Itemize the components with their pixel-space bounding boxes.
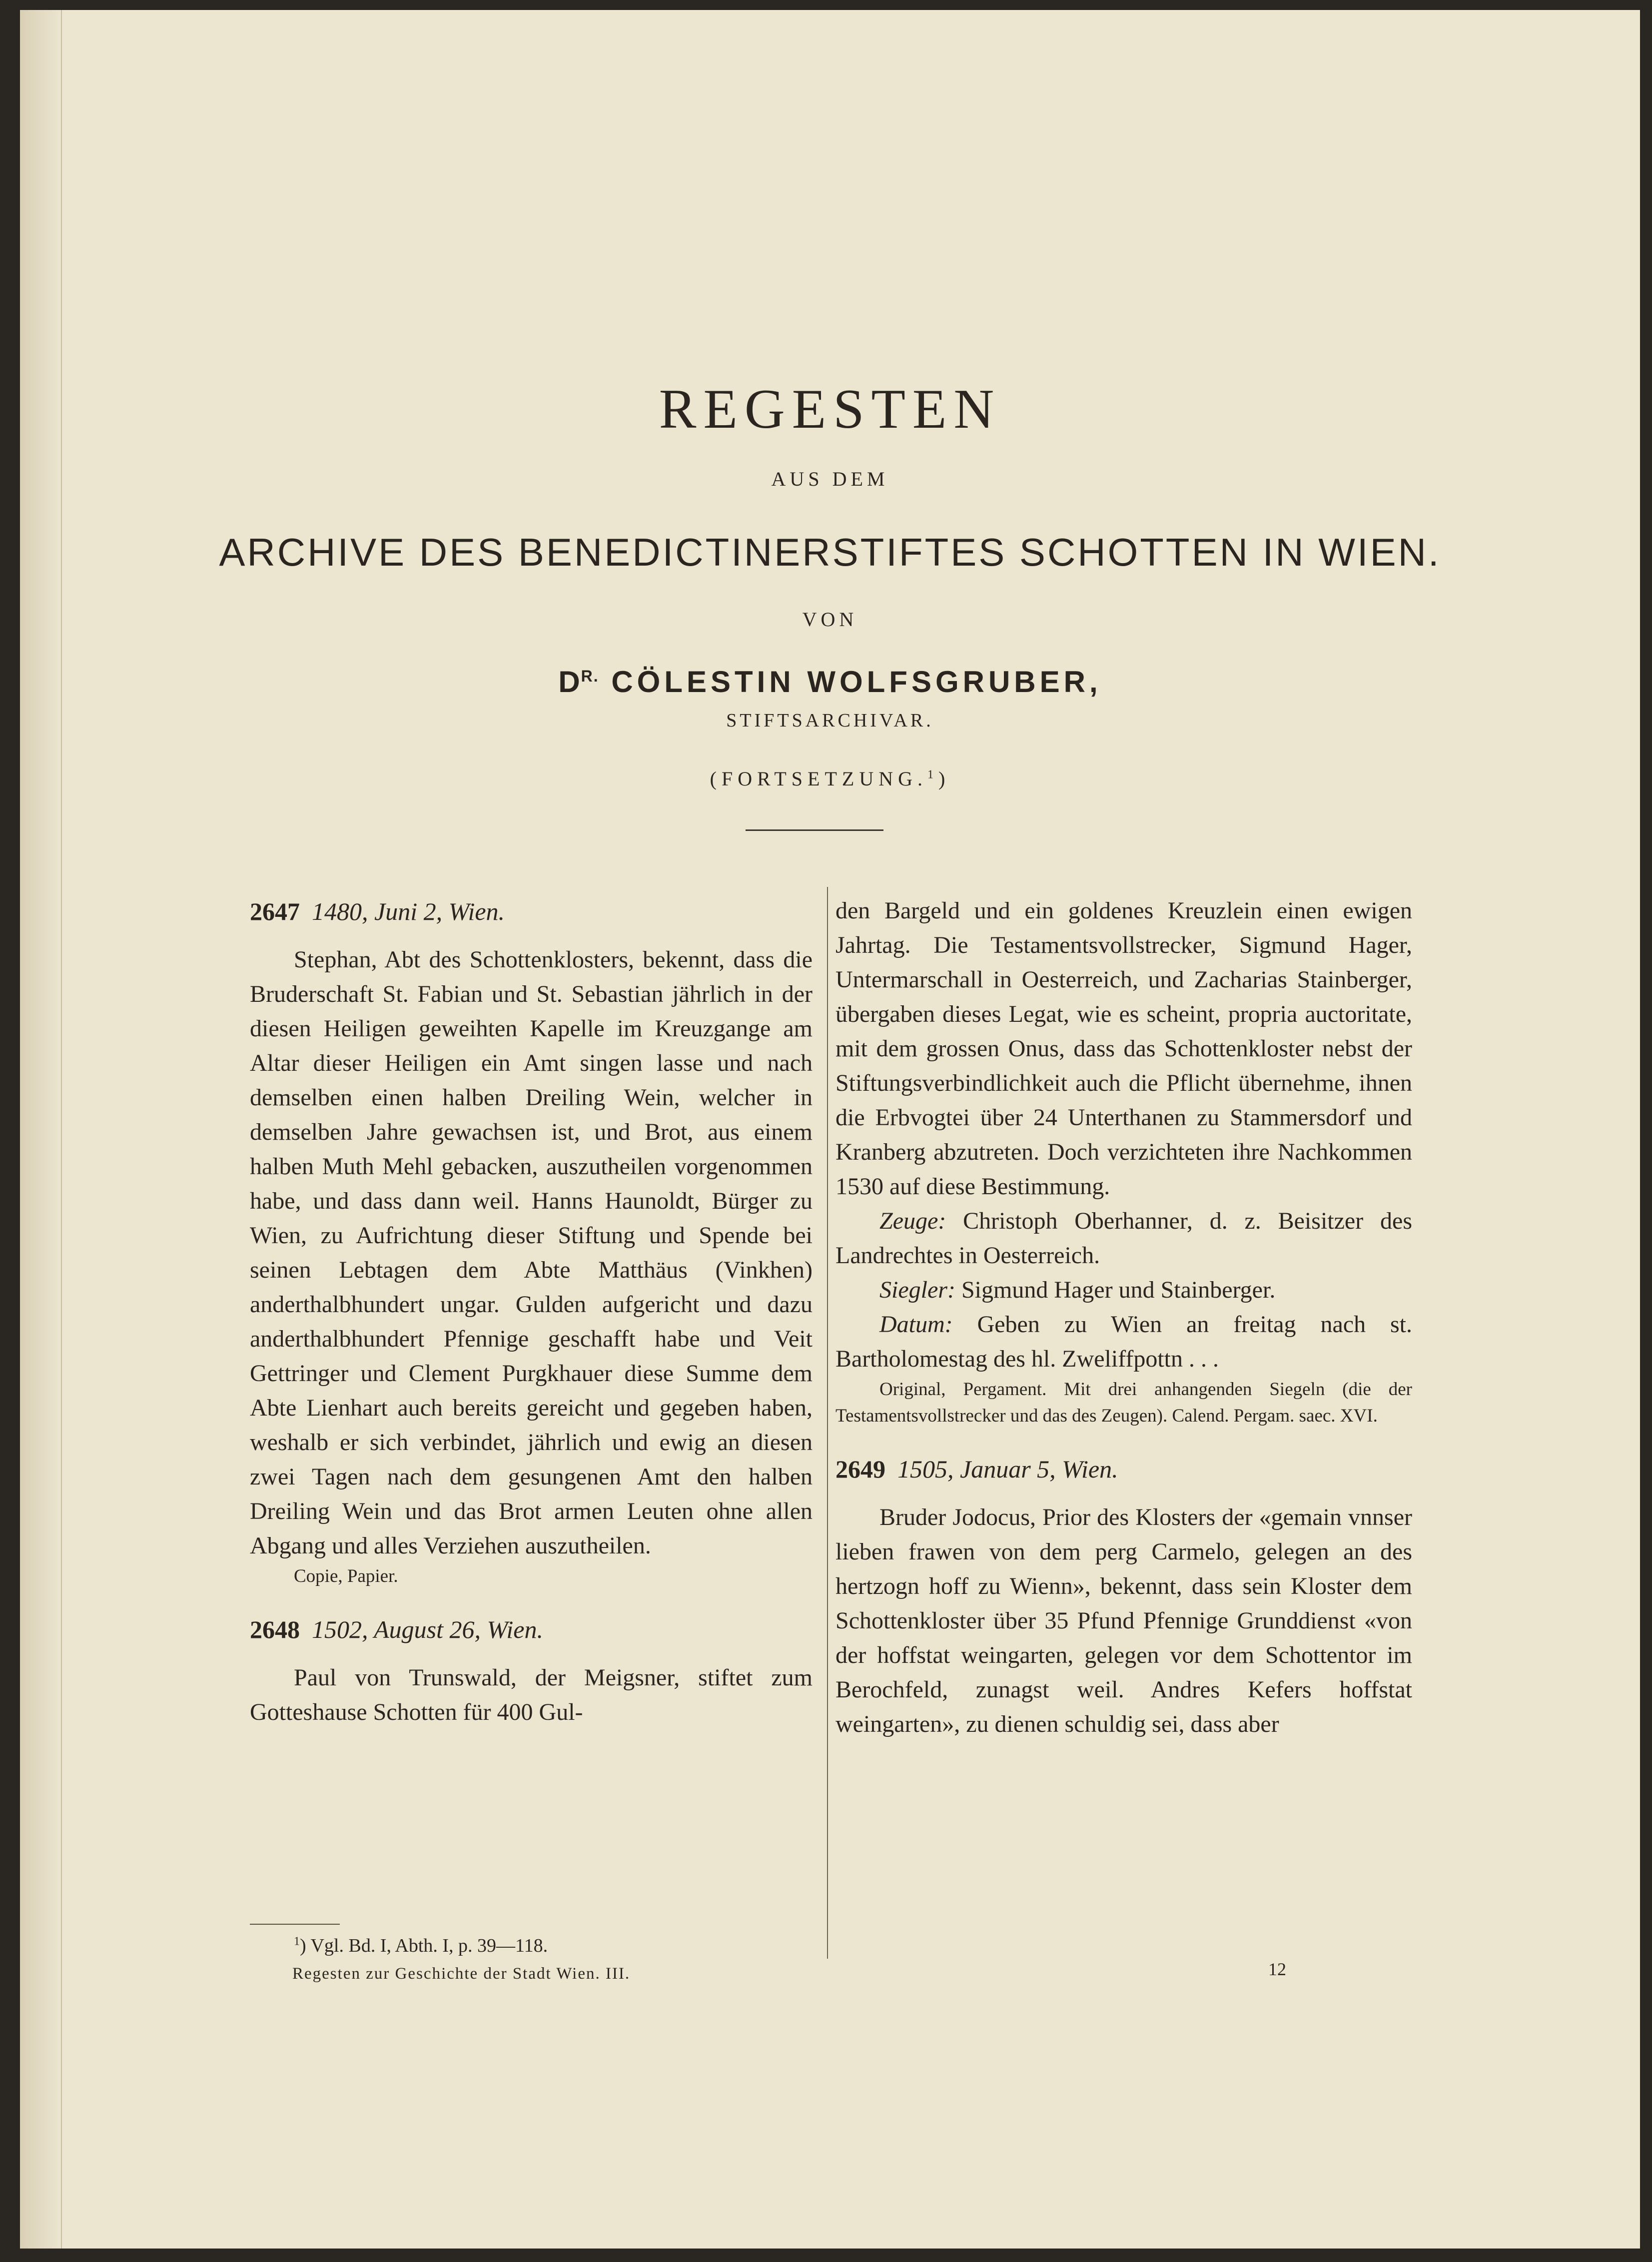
author-line <box>20 665 1640 699</box>
footnote-divider <box>250 1924 340 1925</box>
page-spine-edge <box>20 10 62 2249</box>
entry-2647-heading <box>250 893 813 929</box>
entry-2648-siegler: Siegler: Sigmund Hager und Stainberger. <box>879 1277 1276 1303</box>
entry-2648-zeuge: Zeuge: Christoph Oberhanner, d. z. Beisitzer des Landrechtes in Oesterreich. <box>835 1208 1412 1269</box>
von-label: VON <box>802 608 858 631</box>
entry-2648-datum: Datum: Geben zu Wien an freitag nach st. Bartholomestag des hl. Zweliffpottn . . . <box>835 1311 1412 1372</box>
footnote-ref: 1 <box>927 768 939 781</box>
author-title: $D^{R.}$ <box>558 665 599 699</box>
page-number: 12 <box>1268 1959 1286 1979</box>
entry-2648-heading <box>250 1611 813 1647</box>
entry-2648-text: Paul von Trunswald, der Meigsner, stiftet zum Gotteshause Schotten für 400 Gul- <box>250 1664 813 1725</box>
entry-number: 2648 <box>250 1615 300 1643</box>
entry-2647-source: Copie, Papier. <box>294 1566 398 1586</box>
subtitle-aus-dem: AUS DEM <box>771 468 889 490</box>
left-column <box>250 893 813 1729</box>
right-column <box>835 893 1412 1741</box>
footnote: $^1$) Vgl. Bd. I, Abth. I, p. 39—118. <box>294 1935 548 1956</box>
author-affiliation: STIFTSARCHIVAR. <box>726 710 934 731</box>
entry-date: 1480, Juni 2, Wien. <box>312 897 505 925</box>
entry-2647-text: Stephan, Abt des Schottenklosters, bekennt, dass die Bruderschaft St. Fabian und St. Sebastian jährlich in der diesen Heiligen geweihten Kapelle im Kreuzgange am Altar dieser Heiligen ein Amt singen lasse und nach demselben einen halben Dreiling Wein, welcher in demselben Jahre gewachsen ist, und Brot, aus einem halben Muth Mehl gebacken, auszutheilen vorgenommen habe, und dass dann weil. Hanns Haunoldt, Bürger zu Wien, zu Aufrichtung dieser Stiftung und Spende bei seinen Lebtagen dem Abte Matthäus (Vinkhen) anderthalbhundert ungar. Gulden aufgericht und dazu anderthalbhundert Pfennige geschafft habe und Veit Gettringer und Clement Purgkhauer diese Summe dem Abte Lienhart auch bereits gereicht und gegeben haben, weshalb er sich verbindet, jährlich und ewig an diesen zwei Tagen nach dem gesungenen Amt den halben Dreiling Wein und das Brot armen Leuten ohne allen Abgang und alles Verziehen auszutheilen. <box>250 946 813 1559</box>
entry-number: 2649 <box>835 1455 885 1483</box>
entry-2648-source: Original, Pergament. Mit drei anhangenden Siegeln (die der Testamentsvollstrecker und das des Zeugen). Calend. Pergam. saec. XVI. <box>835 1379 1412 1426</box>
entry-date: 1505, Januar 5, Wien. <box>897 1455 1118 1483</box>
continuation-note: (FORTSETZUNG.$^1$) <box>710 767 950 790</box>
entry-2649-text: Bruder Jodocus, Prior des Klosters der «gemain vnnser lieben frawen von dem perg Carmelo, gelegen an des hertzogn hoff zu Wienn», bekennt, dass sein Kloster dem Schottenkloster über 35 Pfund Pfennige Grunddienst «von der hoffstat weingarten, gelegen vor dem Schottentor im Berochfeld, zunagst weil. Andres Kefers hoffstat weingarten», zu dienen schuldig sei, dass aber <box>835 1504 1412 1737</box>
entry-number: 2647 <box>250 897 300 925</box>
running-footer: Regesten zur Geschichte der Stadt Wien. III. <box>292 1965 631 1983</box>
header-divider <box>746 829 883 831</box>
column-divider <box>827 887 828 1959</box>
page-title: REGESTEN <box>659 378 1001 440</box>
author-name: CÖLESTIN WOLFSGRUBER, <box>611 665 1102 699</box>
book-page <box>20 10 1640 2249</box>
entry-date: 1502, August 26, Wien. <box>312 1615 543 1643</box>
entry-2649-heading <box>835 1451 1412 1487</box>
subtitle-archive: ARCHIVE DES BENEDICTINERSTIFTES SCHOTTEN IN WIEN. <box>219 530 1441 574</box>
entry-2648-text-continued: den Bargeld und ein goldenes Kreuzlein einen ewigen Jahrtag. Die Testamentsvollstrecker, Sigmund Hager, Untermarschall in Oesterreich, und Zacharias Stainberger, übergaben dieses Legat, wie es scheint, propria auctoritate, mit dem grossen Onus, dass das Schottenkloster nebst der Stiftungsverbindlichkeit auch die Pflicht übernehme, ihnen die Erbvogtei über 24 Unterthanen zu Stammersdorf und Kranberg abzutreten. Doch verzichteten ihre Nachkommen 1530 auf diese Bestimmung. <box>835 897 1412 1200</box>
